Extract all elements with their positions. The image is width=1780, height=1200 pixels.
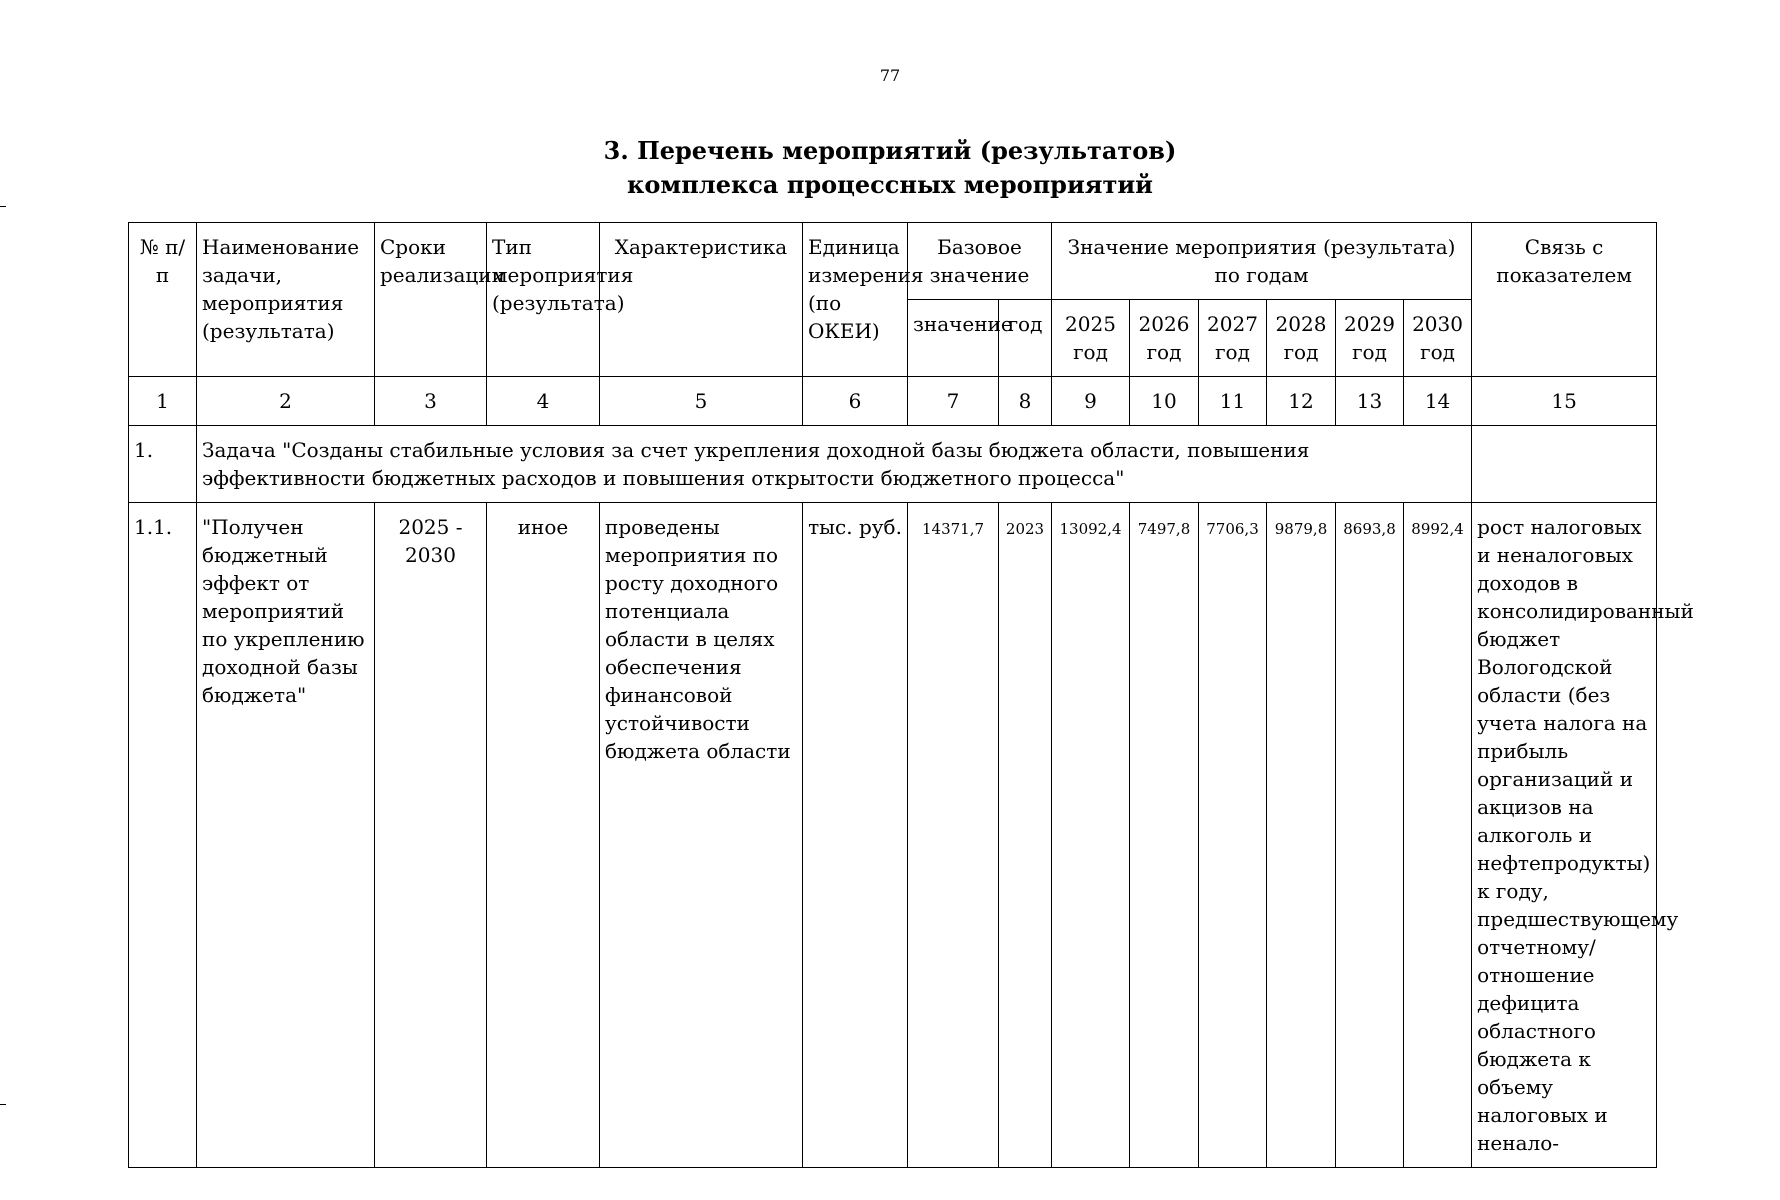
column-number: 2 [197,377,375,426]
header-year-2026: 2026 год [1130,300,1199,377]
column-number: 15 [1472,377,1657,426]
row-characteristic: проведены мероприятия по росту доходного потенциала области в целях обеспечения финансовой устойчивости бюджета области [600,503,803,1168]
row-value-2025: 13092,4 [1052,503,1130,1168]
column-number: 13 [1336,377,1404,426]
header-year-2025: 2025 год [1052,300,1130,377]
page-number: 77 [879,66,901,85]
row-value-2028: 9879,8 [1267,503,1336,1168]
header-unit: Единица измерения (по ОКЕИ) [803,223,908,377]
column-number: 14 [1404,377,1472,426]
title-line-1: 3. Перечень мероприятий (результатов) [603,136,1177,165]
row-period: 2025 - 2030 [375,503,487,1168]
column-number: 3 [375,377,487,426]
table-row [129,503,1657,1168]
column-number: 7 [908,377,999,426]
header-base-year: год [999,300,1052,377]
header-link: Связь с показателем [1472,223,1657,377]
margin-mark-top [0,206,6,207]
task-text: Задача "Созданы стабильные условия за счет укрепления доходной базы бюджета области, повышения эффективности бюджетных расходов и повышения открытости бюджетного процесса" [197,426,1472,503]
header-year-2027: 2027 год [1199,300,1267,377]
column-number-row [129,377,1657,426]
title-line-2: комплекса процессных мероприятий [627,170,1153,199]
column-number: 12 [1267,377,1336,426]
header-year-2028: 2028 год [1267,300,1336,377]
column-number: 9 [1052,377,1130,426]
header-base-group: Базовое значение [908,223,1052,300]
task-link-cell [1472,426,1657,503]
header-row-1 [129,223,1657,300]
header-period: Сроки реализации [375,223,487,377]
column-number: 10 [1130,377,1199,426]
header-type: Тип мероприятия (результата) [487,223,600,377]
column-number: 1 [129,377,197,426]
row-type: иное [487,503,600,1168]
row-value-2030: 8992,4 [1404,503,1472,1168]
column-number: 11 [1199,377,1267,426]
header-characteristic: Характеристика [600,223,803,377]
row-number: 1.1. [129,503,197,1168]
task-row [129,426,1657,503]
row-value-2027: 7706,3 [1199,503,1267,1168]
row-unit: тыс. руб. [803,503,908,1168]
column-number: 6 [803,377,908,426]
row-value-2026: 7497,8 [1130,503,1199,1168]
activities-table [128,222,1694,1168]
row-base-value: 14371,7 [908,503,999,1168]
margin-mark-bottom [0,1104,6,1105]
task-number: 1. [129,426,197,503]
column-number: 5 [600,377,803,426]
column-number: 8 [999,377,1052,426]
header-number: № п/п [129,223,197,377]
row-base-year: 2023 [999,503,1052,1168]
header-base-value: значение [908,300,999,377]
header-values-group: Значение мероприятия (результата) по годам [1052,223,1472,300]
row-link: рост налоговых и неналоговых доходов в консолидированный бюджет Вологодской области (без учета налога на прибыль организаций и акцизов на алкоголь и нефтепродукты) к году, предшествующему отчетному/отношение дефицита областного бюджета к объему налоговых и ненало- [1472,503,1657,1168]
header-year-2029: 2029 год [1336,300,1404,377]
header-name: Наименование задачи, мероприятия (результата) [197,223,375,377]
page-title [0,134,1780,202]
row-value-2029: 8693,8 [1336,503,1404,1168]
column-number: 4 [487,377,600,426]
header-year-2030: 2030 год [1404,300,1472,377]
row-name: "Получен бюджетный эффект от мероприятий по укреплению доходной базы бюджета" [197,503,375,1168]
